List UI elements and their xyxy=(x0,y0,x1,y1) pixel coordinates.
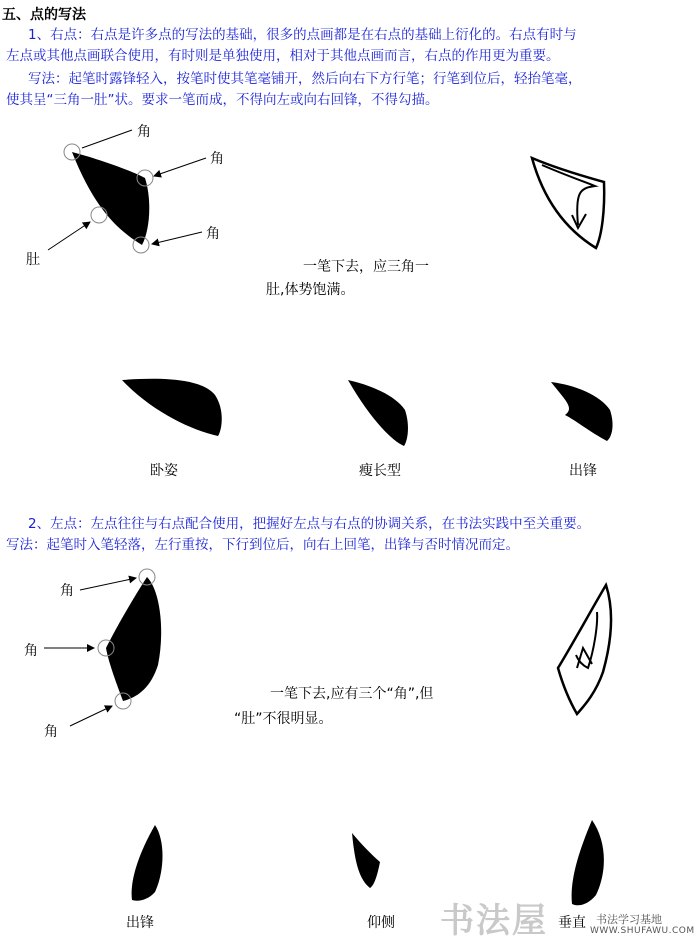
right-dot-example-exposed-tip xyxy=(551,382,613,441)
left-dot-label-corner-bottom: 角 xyxy=(44,724,58,740)
section-title: 五、点的写法 xyxy=(2,7,86,23)
right-dot-caption-slender: 瘦长型 xyxy=(359,463,401,479)
left-dot-arrow-top xyxy=(80,578,136,590)
left-dot-note-line2: “肚”不很明显。 xyxy=(234,711,333,727)
right-dot-label-belly: 肚 xyxy=(26,252,40,268)
left-dot-caption-vertical: 垂直 xyxy=(558,915,586,931)
right-dot-note-line1: 一笔下去，应三角一 xyxy=(303,259,429,275)
left-dot-caption-exposed-tip: 出锋 xyxy=(126,915,154,931)
watermark-site-name: 书法学习基地 xyxy=(596,913,662,926)
left-dot-label-corner-top: 角 xyxy=(60,583,74,599)
left-dot-note-line1: 一笔下去,应有三个“角”,但 xyxy=(270,686,434,702)
right-dot-example-lying xyxy=(122,379,222,436)
left-dot-example-vertical xyxy=(572,820,604,905)
right-dot-arrow-top xyxy=(82,130,132,148)
left-dot-outline-sketch xyxy=(558,585,611,714)
right-dot-note-line2: 肚,体势饱满。 xyxy=(266,282,355,298)
right-dot-shape xyxy=(72,152,149,245)
right-dot-arrow-belly xyxy=(48,222,90,250)
left-dot-intro-line1: 2、左点：左点往往与右点配合使用，把握好左点与右点的协调关系，在书法实践中至关重要。 xyxy=(28,516,591,532)
right-dot-method-line2: 使其呈“三角一肚”状。要求一笔而成，不得向左或向右回锋，不得勾描。 xyxy=(6,92,439,108)
right-dot-arrow-bottom xyxy=(152,232,202,244)
right-dot-caption-exposed-tip: 出锋 xyxy=(569,463,597,479)
right-dot-belly-circle xyxy=(91,207,107,223)
right-dot-outline-sketch xyxy=(532,158,604,248)
left-dot-caption-upward: 仰侧 xyxy=(367,915,395,931)
watermark-logo: 书法屋 xyxy=(440,901,548,941)
right-dot-arrow-right xyxy=(154,158,206,176)
left-dot-label-corner-mid: 角 xyxy=(24,643,38,659)
right-dot-method-line1: 写法：起笔时露锋轻入，按笔时使其笔毫铺开，然后向右下方行笔；行笔到位后，轻抬笔毫， xyxy=(28,71,582,87)
left-dot-example-upward xyxy=(352,833,380,888)
left-dot-arrow-bottom xyxy=(70,706,112,726)
right-dot-intro-line2: 左点或其他点画联合使用，有时则是单独使用，相对于其他点画而言，右点的作用更为重要。 xyxy=(6,48,560,64)
right-dot-example-slender xyxy=(348,380,408,446)
left-dot-example-exposed-tip xyxy=(132,825,163,901)
left-dot-method-line1: 写法：起笔时入笔轻落，左行重按，下行到位后，向右上回笔，出锋与否时情况而定。 xyxy=(6,537,519,553)
right-dot-label-corner-top: 角 xyxy=(137,124,151,140)
left-dot-shape xyxy=(106,577,161,701)
right-dot-label-corner-right: 角 xyxy=(210,151,224,167)
right-dot-diagram xyxy=(48,130,206,253)
right-dot-intro-line1: 1、右点：右点是许多点的写法的基础，很多的点画都是在右点的基础上衍化的。右点有时与 xyxy=(28,27,577,43)
watermark-url: WWW.SHUFAWU.COM xyxy=(590,926,695,936)
right-dot-label-corner-bottom: 角 xyxy=(206,226,220,242)
right-dot-caption-lying: 卧姿 xyxy=(150,463,178,479)
